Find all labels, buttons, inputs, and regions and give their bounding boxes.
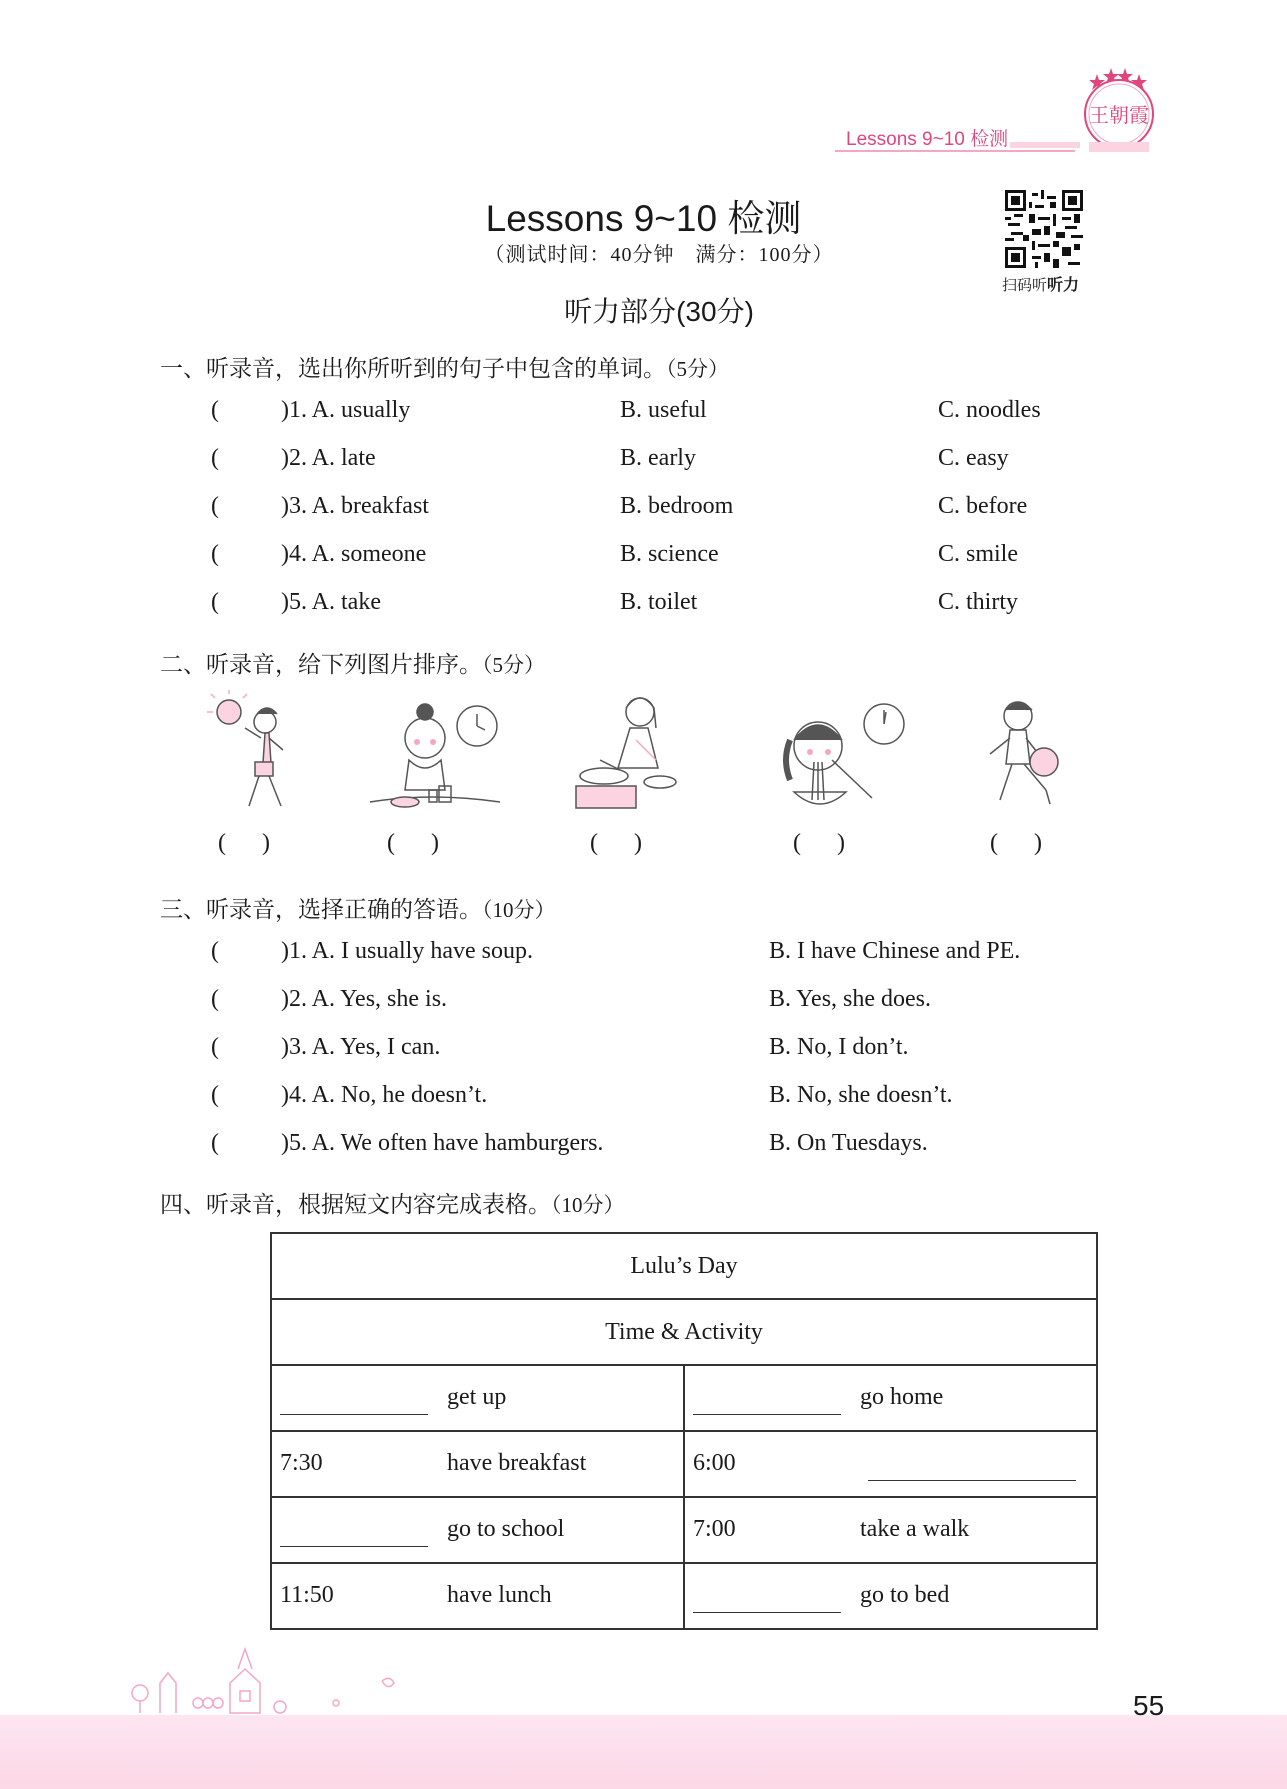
s1-q1-b: B. useful [620, 397, 707, 423]
picture-answer-paren-3[interactable]: ( ) [590, 830, 642, 856]
svg-text:王朝霞: 王朝霞 [1089, 103, 1149, 127]
test-info: （测试时间：40分钟 满分：100分） [484, 244, 834, 266]
activity-table [270, 1232, 1098, 1630]
section3-heading: 三、听录音，选择正确的答语。（10分） [160, 896, 556, 922]
footer-decoration [120, 1645, 420, 1720]
footer-band [0, 1715, 1287, 1789]
table-row [271, 1497, 1097, 1563]
answer-paren[interactable]: ( [211, 1082, 219, 1108]
s1-q5-a: )5. A. take [281, 589, 381, 615]
picture-answer-paren-5[interactable]: ( ) [990, 830, 1042, 856]
answer-paren[interactable]: ( [211, 1034, 219, 1060]
publisher-logo [1075, 62, 1163, 154]
s1-q5-b: B. toilet [620, 589, 698, 615]
s1-q2-a: )2. A. late [281, 445, 376, 471]
s1-q1-a: )1. A. usually [281, 397, 411, 423]
fill-blank[interactable] [693, 1414, 841, 1415]
table-row [271, 1365, 1097, 1431]
activity: go to bed [860, 1582, 950, 1608]
s1-q5-c: C. thirty [938, 589, 1019, 615]
s1-q4-a: )4. A. someone [281, 541, 427, 567]
s1-q4-b: B. science [620, 541, 719, 567]
activity: go to school [447, 1516, 565, 1542]
picture-answer-paren-4[interactable]: ( ) [793, 830, 845, 856]
activity: have breakfast [447, 1450, 587, 1476]
table-title: Lulu’s Day [271, 1233, 1097, 1299]
qr-label: 扫码听听力 [1002, 277, 1080, 294]
s3-q5-b: B. On Tuesdays. [769, 1130, 928, 1156]
picture-girl-eating-breakfast [365, 690, 505, 820]
s1-q3-a: )3. A. breakfast [281, 493, 429, 519]
s3-q3-b: B. No, I don’t. [769, 1034, 909, 1060]
header-divider-accent [1010, 142, 1080, 148]
activity: go home [860, 1384, 944, 1410]
s1-q1-c: C. noodles [938, 397, 1041, 423]
answer-paren[interactable]: ( [211, 589, 219, 615]
time: 6:00 [693, 1450, 736, 1476]
s3-q4-a: )4. A. No, he doesn’t. [281, 1082, 488, 1108]
answer-paren[interactable]: ( [211, 938, 219, 964]
answer-paren[interactable]: ( [211, 493, 219, 519]
picture-answer-paren-2[interactable]: ( ) [387, 830, 439, 856]
s3-q5-a: )5. A. We often have hamburgers. [281, 1130, 604, 1156]
s1-q4-c: C. smile [938, 541, 1019, 567]
qr-code-icon[interactable] [1005, 190, 1083, 268]
activity: have lunch [447, 1582, 552, 1608]
picture-answer-paren-1[interactable]: ( ) [218, 830, 270, 856]
fill-blank[interactable] [868, 1480, 1076, 1481]
s3-q1-b: B. I have Chinese and PE. [769, 938, 1021, 964]
picture-boy-playing-ball [980, 690, 1080, 820]
answer-paren[interactable]: ( [211, 1130, 219, 1156]
fill-blank[interactable] [693, 1612, 841, 1613]
section2-heading: 二、听录音，给下列图片排序。（5分） [160, 651, 545, 677]
picture-girl-cooking [570, 690, 690, 820]
activity: take a walk [860, 1516, 970, 1542]
table-row [271, 1431, 1097, 1497]
fill-blank[interactable] [280, 1546, 428, 1547]
page-title: Lessons 9~10 检测 [485, 198, 802, 239]
table-row [271, 1563, 1097, 1629]
running-header: Lessons 9~10 检测 [846, 129, 1009, 150]
part-title: 听力部分(30分) [564, 296, 754, 327]
s3-q4-b: B. No, she doesn’t. [769, 1082, 953, 1108]
answer-paren[interactable]: ( [211, 445, 219, 471]
time: 7:00 [693, 1516, 736, 1542]
s1-q2-b: B. early [620, 445, 696, 471]
header-divider [835, 150, 1075, 152]
fill-blank[interactable] [280, 1414, 428, 1415]
time: 7:30 [280, 1450, 323, 1476]
picture-girl-eating-noodles [772, 690, 912, 820]
answer-paren[interactable]: ( [211, 541, 219, 567]
activity: get up [447, 1384, 507, 1410]
s1-q3-c: C. before [938, 493, 1028, 519]
table-subtitle: Time & Activity [271, 1299, 1097, 1365]
time: 11:50 [280, 1582, 334, 1608]
s1-q2-c: C. easy [938, 445, 1009, 471]
section4-heading: 四、听录音，根据短文内容完成表格。（10分） [160, 1191, 625, 1217]
s3-q3-a: )3. A. Yes, I can. [281, 1034, 441, 1060]
picture-girl-exercising [205, 690, 305, 820]
page-number: 55 [1133, 1690, 1165, 1721]
answer-paren[interactable]: ( [211, 397, 219, 423]
s1-q3-b: B. bedroom [620, 493, 734, 519]
section1-heading: 一、听录音，选出你所听到的句子中包含的单词。（5分） [160, 355, 729, 381]
s3-q2-a: )2. A. Yes, she is. [281, 986, 448, 1012]
answer-paren[interactable]: ( [211, 986, 219, 1012]
s3-q2-b: B. Yes, she does. [769, 986, 932, 1012]
s3-q1-a: )1. A. I usually have soup. [281, 938, 533, 964]
